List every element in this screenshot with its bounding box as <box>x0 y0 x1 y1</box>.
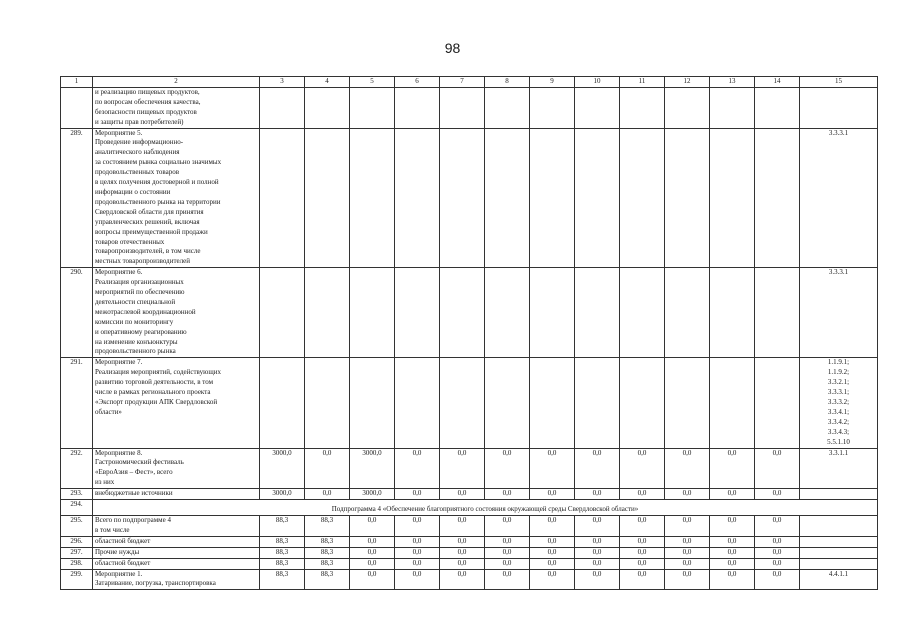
value-cell: 0,0 <box>620 489 665 500</box>
description-line: Проведение информационно- <box>95 138 184 147</box>
column-header: 9 <box>530 77 575 88</box>
value-cell: 0,0 <box>665 558 710 569</box>
column-header: 1 <box>61 77 93 88</box>
value-cell: 0,0 <box>710 558 755 569</box>
value-cell <box>440 87 485 128</box>
value-cell: 0,0 <box>530 547 575 558</box>
value-cell: 0,0 <box>620 558 665 569</box>
value-cell: 0,0 <box>665 515 710 536</box>
value-cell: 0,0 <box>710 489 755 500</box>
value-cell: 0,0 <box>575 558 620 569</box>
target-reference <box>800 448 878 489</box>
value-cell <box>485 268 530 358</box>
value-cell <box>530 87 575 128</box>
value-cell <box>710 128 755 268</box>
value-cell: 88,3 <box>260 547 305 558</box>
value-cell: 0,0 <box>350 515 395 536</box>
reference-line: 3.3.4.2; <box>827 417 850 426</box>
description-line: вопросы преимущественной продажи <box>95 227 208 236</box>
description-line: аналитического наблюдения <box>95 148 180 157</box>
value-cell: 0,0 <box>440 569 485 590</box>
row-number: 293. <box>61 489 93 500</box>
value-cell <box>620 268 665 358</box>
column-header: 11 <box>620 77 665 88</box>
description-line: деятельности специальной <box>95 297 176 306</box>
table-row <box>61 500 878 516</box>
value-cell <box>395 128 440 268</box>
value-cell <box>395 87 440 128</box>
value-cell: 0,0 <box>530 515 575 536</box>
reference-line: 3.3.4.3; <box>827 427 850 436</box>
target-reference <box>800 569 878 590</box>
table-row <box>61 87 878 128</box>
value-cell: 0,0 <box>755 515 800 536</box>
row-description <box>93 448 260 489</box>
column-header: 6 <box>395 77 440 88</box>
value-cell <box>395 358 440 448</box>
column-header: 10 <box>575 77 620 88</box>
value-cell: 0,0 <box>440 536 485 547</box>
description-line: Мероприятие 1. <box>95 569 143 578</box>
value-cell: 0,0 <box>575 547 620 558</box>
value-cell <box>260 358 305 448</box>
reference-line: 4.4.1.1 <box>828 569 849 578</box>
value-cell: 0,0 <box>620 448 665 489</box>
value-cell: 0,0 <box>350 536 395 547</box>
value-cell: 0,0 <box>710 515 755 536</box>
value-cell: 0,0 <box>620 536 665 547</box>
value-cell <box>575 358 620 448</box>
value-cell: 0,0 <box>395 547 440 558</box>
description-line: «Экспорт продукции АПК Свердловской <box>95 398 218 406</box>
value-cell <box>575 87 620 128</box>
table-row <box>61 558 878 569</box>
row-description <box>93 558 260 569</box>
column-header: 3 <box>260 77 305 88</box>
value-cell: 0,0 <box>530 448 575 489</box>
table-row <box>61 515 878 536</box>
row-number: 295. <box>61 515 93 536</box>
value-cell <box>575 268 620 358</box>
value-cell <box>755 128 800 268</box>
value-cell <box>260 128 305 268</box>
value-cell <box>665 87 710 128</box>
description-line: информации о состоянии <box>95 187 171 196</box>
row-number: 299. <box>61 569 93 590</box>
description-line: за состоянием рынка социально значимых <box>95 158 222 167</box>
description-line: Всего по подпрограмме 4 <box>95 515 171 524</box>
table-row <box>61 569 878 590</box>
value-cell <box>350 268 395 358</box>
value-cell <box>710 268 755 358</box>
description-line: Реализация мероприятий, содействующих <box>95 368 221 377</box>
description-line: развитию торговой деятельности, в том <box>95 378 214 387</box>
value-cell <box>485 358 530 448</box>
table-row <box>61 448 878 489</box>
table-row <box>61 358 878 448</box>
column-header: 8 <box>485 77 530 88</box>
value-cell: 0,0 <box>485 536 530 547</box>
description-line: областной бюджет <box>95 536 151 545</box>
description-line: на изменение конъюнктуры <box>95 337 178 346</box>
value-cell: 0,0 <box>755 448 800 489</box>
value-cell <box>440 358 485 448</box>
column-header: 14 <box>755 77 800 88</box>
reference-line: 3.3.3.1 <box>828 268 849 277</box>
reference-line: 5.5.1.10 <box>827 437 850 446</box>
target-reference <box>800 87 878 128</box>
description-line: в том числе <box>95 525 130 534</box>
column-header: 4 <box>305 77 350 88</box>
description-line: и оперативному реагированию <box>95 327 187 336</box>
description-line: товаров отечественных <box>95 237 165 246</box>
description-line: и реализацию пищевых продуктов, <box>95 87 200 96</box>
row-number: 297. <box>61 547 93 558</box>
value-cell <box>485 87 530 128</box>
description-line: областной бюджет <box>95 558 151 567</box>
row-description <box>93 536 260 547</box>
description-line: «ЕвроАзия – Фест», всего <box>95 468 173 477</box>
value-cell: 0,0 <box>755 489 800 500</box>
value-cell: 0,0 <box>665 536 710 547</box>
value-cell <box>260 87 305 128</box>
column-header: 2 <box>93 77 260 88</box>
description-line: Прочие нужды <box>95 547 140 556</box>
description-line: Мероприятие 5. <box>95 128 143 137</box>
row-number: 290. <box>61 268 93 358</box>
value-cell: 3000,0 <box>350 489 395 500</box>
target-reference <box>800 547 878 558</box>
description-line: комиссии по мониторингу <box>95 317 174 326</box>
value-cell <box>755 87 800 128</box>
reference-line: 3.3.3.1 <box>828 128 849 137</box>
row-description <box>93 547 260 558</box>
description-line: Реализация организационных <box>95 278 184 287</box>
description-line: Гастрономический фестиваль <box>95 458 184 467</box>
value-cell: 0,0 <box>305 489 350 500</box>
value-cell: 0,0 <box>440 547 485 558</box>
value-cell: 3000,0 <box>260 448 305 489</box>
value-cell <box>350 128 395 268</box>
target-reference <box>800 489 878 500</box>
value-cell <box>350 87 395 128</box>
target-reference <box>800 268 878 358</box>
value-cell: 0,0 <box>530 489 575 500</box>
row-description <box>93 515 260 536</box>
column-header: 12 <box>665 77 710 88</box>
value-cell: 88,3 <box>260 558 305 569</box>
value-cell: 0,0 <box>485 569 530 590</box>
value-cell: 3000,0 <box>260 489 305 500</box>
reference-line: 3.3.1.1 <box>828 448 849 457</box>
value-cell: 0,0 <box>710 536 755 547</box>
value-cell: 0,0 <box>485 448 530 489</box>
value-cell: 0,0 <box>530 569 575 590</box>
reference-line: 1.1.9.2; <box>827 368 850 377</box>
value-cell: 0,0 <box>710 547 755 558</box>
value-cell: 0,0 <box>665 547 710 558</box>
value-cell: 0,0 <box>485 489 530 500</box>
value-cell: 0,0 <box>755 569 800 590</box>
value-cell: 0,0 <box>575 536 620 547</box>
table-row <box>61 536 878 547</box>
description-line: местных товаропроизводителей <box>95 257 190 266</box>
column-header: 13 <box>710 77 755 88</box>
value-cell: 3000,0 <box>350 448 395 489</box>
value-cell <box>305 268 350 358</box>
value-cell: 0,0 <box>485 515 530 536</box>
description-line: продовольственного рынка <box>95 347 176 356</box>
value-cell: 0,0 <box>485 558 530 569</box>
description-line: управленческих решений, включая <box>95 217 200 226</box>
page-number: 98 <box>444 40 461 56</box>
value-cell <box>665 358 710 448</box>
value-cell <box>620 87 665 128</box>
value-cell: 0,0 <box>485 547 530 558</box>
description-line: внебюджетные источники <box>95 489 173 498</box>
reference-line: 3.3.2.1; <box>827 378 850 387</box>
value-cell <box>530 358 575 448</box>
value-cell: 0,0 <box>395 448 440 489</box>
value-cell <box>260 268 305 358</box>
description-line: Затаривание, погрузка, транспортировка <box>95 579 216 588</box>
table-row <box>61 268 878 358</box>
row-description <box>93 569 260 590</box>
value-cell <box>710 358 755 448</box>
description-line: из них <box>95 478 115 487</box>
row-number: 296. <box>61 536 93 547</box>
value-cell: 0,0 <box>575 448 620 489</box>
budget-table <box>60 76 878 590</box>
row-description <box>93 87 260 128</box>
description-line: продовольственных товаров <box>95 168 180 177</box>
table-row <box>61 547 878 558</box>
value-cell: 0,0 <box>440 558 485 569</box>
value-cell: 0,0 <box>305 448 350 489</box>
value-cell <box>530 128 575 268</box>
value-cell <box>350 358 395 448</box>
value-cell <box>305 358 350 448</box>
value-cell <box>755 358 800 448</box>
table-row <box>61 128 878 268</box>
value-cell: 88,3 <box>260 569 305 590</box>
row-number: 292. <box>61 448 93 489</box>
value-cell: 88,3 <box>305 536 350 547</box>
row-description <box>93 489 260 500</box>
value-cell <box>485 128 530 268</box>
value-cell: 0,0 <box>665 489 710 500</box>
row-number: 298. <box>61 558 93 569</box>
value-cell <box>710 87 755 128</box>
value-cell: 0,0 <box>620 569 665 590</box>
description-line: числе в рамках регионального проекта <box>95 388 211 397</box>
value-cell: 0,0 <box>755 547 800 558</box>
row-description <box>93 358 260 448</box>
description-line: Мероприятие 7. <box>95 358 143 367</box>
value-cell <box>755 268 800 358</box>
description-line: области» <box>95 407 122 416</box>
value-cell: 88,3 <box>305 569 350 590</box>
value-cell: 0,0 <box>350 558 395 569</box>
value-cell: 0,0 <box>755 536 800 547</box>
description-line: мероприятий по обеспечению <box>95 288 185 297</box>
description-line: Мероприятие 8. <box>95 448 143 457</box>
description-line: и защиты прав потребителей) <box>95 117 184 126</box>
value-cell: 0,0 <box>350 547 395 558</box>
value-cell: 0,0 <box>530 536 575 547</box>
table-row <box>61 489 878 500</box>
value-cell <box>440 268 485 358</box>
target-reference <box>800 128 878 268</box>
description-line: межотраслевой координационной <box>95 307 196 316</box>
value-cell: 0,0 <box>395 515 440 536</box>
value-cell: 88,3 <box>305 515 350 536</box>
description-line: по вопросам обеспечения качества, <box>95 97 201 106</box>
row-number: 289. <box>61 128 93 268</box>
target-reference <box>800 558 878 569</box>
value-cell: 88,3 <box>260 536 305 547</box>
value-cell: 88,3 <box>305 547 350 558</box>
description-line: Свердловской области для принятия <box>95 207 204 216</box>
value-cell <box>620 128 665 268</box>
value-cell <box>305 87 350 128</box>
value-cell <box>395 268 440 358</box>
value-cell: 0,0 <box>575 489 620 500</box>
reference-line: 1.1.9.1; <box>827 358 850 367</box>
value-cell: 0,0 <box>440 448 485 489</box>
column-header: 15 <box>800 77 878 88</box>
value-cell <box>665 268 710 358</box>
description-line: в целях получения достоверной и полной <box>95 178 219 187</box>
value-cell: 0,0 <box>755 558 800 569</box>
row-number: 291. <box>61 358 93 448</box>
value-cell: 0,0 <box>620 547 665 558</box>
description-line: Мероприятие 6. <box>95 268 143 277</box>
target-reference <box>800 515 878 536</box>
value-cell: 0,0 <box>665 569 710 590</box>
value-cell: 0,0 <box>575 569 620 590</box>
reference-line: 3.3.3.1; <box>827 388 850 397</box>
value-cell: 0,0 <box>395 558 440 569</box>
value-cell: 0,0 <box>440 515 485 536</box>
target-reference <box>800 536 878 547</box>
description-line: безопасности пищевых продуктов <box>95 107 197 116</box>
value-cell: 0,0 <box>710 448 755 489</box>
column-header: 7 <box>440 77 485 88</box>
value-cell: 0,0 <box>440 489 485 500</box>
value-cell <box>305 128 350 268</box>
value-cell: 0,0 <box>395 536 440 547</box>
value-cell <box>665 128 710 268</box>
target-reference <box>800 358 878 448</box>
row-number <box>61 87 93 128</box>
value-cell: 0,0 <box>350 569 395 590</box>
value-cell: 88,3 <box>305 558 350 569</box>
value-cell <box>530 268 575 358</box>
value-cell: 0,0 <box>665 448 710 489</box>
reference-line: 3.3.4.1; <box>827 407 850 416</box>
row-number: 294. <box>61 500 93 516</box>
column-header: 5 <box>350 77 395 88</box>
value-cell <box>440 128 485 268</box>
value-cell <box>575 128 620 268</box>
reference-line: 3.3.3.2; <box>827 398 850 406</box>
subprogram-heading: Подпрограмма 4 «Обеспечение благоприятного состояния окружающей среды Свердловской области» <box>93 500 878 516</box>
description-line: продовольственного рынка на территории <box>95 197 221 206</box>
value-cell: 0,0 <box>620 515 665 536</box>
value-cell: 0,0 <box>395 569 440 590</box>
description-line: товаропроизводителей, в том числе <box>95 247 201 256</box>
value-cell: 0,0 <box>395 489 440 500</box>
value-cell: 0,0 <box>710 569 755 590</box>
value-cell <box>620 358 665 448</box>
value-cell: 88,3 <box>260 515 305 536</box>
row-description <box>93 268 260 358</box>
row-description <box>93 128 260 268</box>
value-cell: 0,0 <box>575 515 620 536</box>
value-cell: 0,0 <box>530 558 575 569</box>
header-row <box>61 77 878 88</box>
